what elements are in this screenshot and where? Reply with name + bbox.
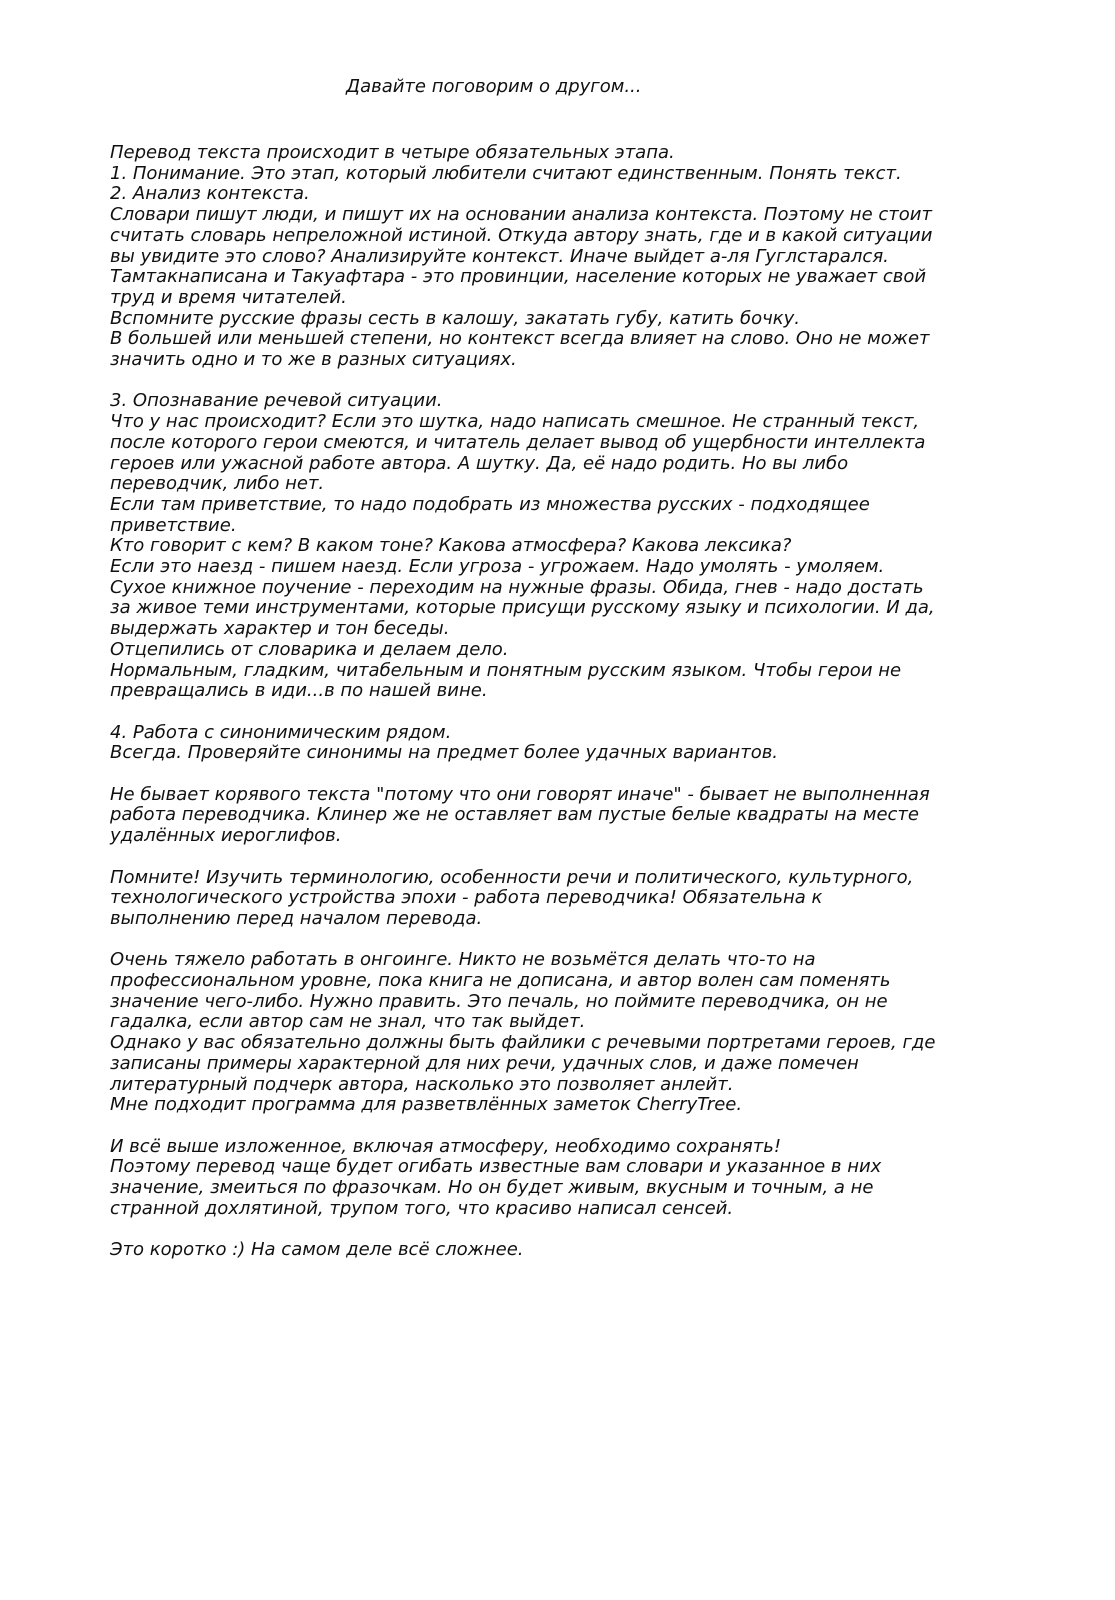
text-line: выполнению перед началом перевода. [110,907,483,929]
paragraph [110,723,1010,764]
text-line: Отцепились от словарика и делаем дело. [110,638,509,660]
text-line: Вспомните русские фразы сесть в калошу, закатать губу, катить бочку. [110,307,800,329]
paragraph [110,1137,1010,1220]
text-line: Что у нас происходит? Если это шутка, надо написать смешное. Не странный текст, [110,411,920,433]
text-line: профессиональном уровне, пока книга не дописана, и автор волен сам поменять [110,970,891,992]
paragraph [110,868,1010,930]
text-line: 2. Анализ контекста. [110,183,310,205]
text-line: В большей или меньшей степени, но контекст всегда влияет на слово. Оно не может [110,328,930,350]
paragraph [110,143,1010,371]
text-line: гадалка, если автор сам не знал, что так выйдет. [110,1011,586,1033]
text-line: Сухое книжное поучение - переходим на нужные фразы. Обида, гнев - надо достать [110,576,924,598]
text-line: И всё выше изложенное, включая атмосферу, необходимо сохранять! [110,1135,782,1157]
text-line: Поэтому перевод чаще будет огибать известные вам словари и указанное в них [110,1156,882,1178]
text-line: Словари пишут люди, и пишут их на основании анализа контекста. Поэтому не стоит [110,204,932,226]
text-line: значение, змеиться по фразочкам. Но он будет живым, вкусным и точным, а не [110,1177,874,1199]
text-line: работа переводчика. Клинер же не оставляет вам пустые белые квадраты на месте [110,804,919,826]
text-line: литературный подчерк автора, насколько это позволяет анлейт. [110,1073,734,1095]
text-line: Если это наезд - пишем наезд. Если угроза - угрожаем. Надо умолять - умоляем. [110,556,885,578]
text-line: Кто говорит с кем? В каком тоне? Какова атмосфера? Какова лексика? [110,535,792,557]
text-line: после которого герои смеются, и читатель делает вывод об ущербности интеллекта [110,431,926,453]
text-line: Тамтакнаписана и Такуафтара - это провинции, население которых не уважает свой [110,266,927,288]
text-line: записаны примеры характерной для них речи, удачных слов, и даже помечен [110,1052,859,1074]
text-line: значить одно и то же в разных ситуациях. [110,349,517,371]
text-line: Не бывает корявого текста "потому что они говорят иначе" - бывает не выполненная [110,783,930,805]
text-line: странной дохлятиной, трупом того, что красиво написал сенсей. [110,1197,734,1219]
paragraph [110,785,1010,847]
paragraph [110,950,1010,1116]
text-line: технологического устройства эпохи - работа переводчика! Обязательна к [110,887,823,909]
paragraph [110,1240,1010,1261]
text-line: вы увидите это слово? Анализируйте контекст. Иначе выйдет а-ля Гуглстарался. [110,245,889,267]
text-line: труд и время читателей. [110,286,347,308]
text-line: Перевод текста происходит в четыре обязательных этапа. [110,142,675,163]
text-line: Это коротко :) На самом деле всё сложнее. [110,1239,524,1261]
text-line: героев или ужасной работе автора. А шутку. Да, её надо родить. Но вы либо [110,452,849,474]
text-line: выдержать характер и тон беседы. [110,618,450,640]
text-line: 4. Работа с синонимическим рядом. [110,721,452,743]
text-line: за живое теми инструментами, которые присущи русскому языку и психологии. И да, [110,597,935,619]
text-line: приветствие. [110,514,237,536]
document-title: Давайте поговорим о другом... [346,76,642,97]
paragraph [110,391,1010,702]
text-line: значение чего-либо. Нужно править. Это печаль, но поймите переводчика, он не [110,990,888,1012]
text-line: 3. Опознавание речевой ситуации. [110,390,443,412]
text-line: Мне подходит программа для разветвлённых заметок CherryTree. [110,1094,743,1116]
text-line: Если там приветствие, то надо подобрать из множества русских - подходящее [110,493,870,515]
text-line: считать словарь непреложной истиной. Откуда автору знать, где и в какой ситуации [110,224,933,246]
text-line: Всегда. Проверяйте синонимы на предмет более удачных вариантов. [110,742,779,764]
text-line: превращались в иди...в по нашей вине. [110,680,488,702]
text-line: переводчик, либо нет. [110,473,325,495]
document-body [110,143,1010,1261]
text-line: Помните! Изучить терминологию, особенности речи и политического, культурного, [110,866,914,888]
text-line: Нормальным, гладким, читабельным и понятным русским языком. Чтобы герои не [110,659,902,681]
text-line: удалённых иероглифов. [110,825,342,847]
text-line: Однако у вас обязательно должны быть файлики с речевыми портретами героев, где [110,1032,936,1054]
text-line: 1. Понимание. Это этап, который любители считают единственным. Понять текст. [110,162,902,184]
text-line: Очень тяжело работать в онгоинге. Никто не возьмётся делать что-то на [110,949,816,971]
